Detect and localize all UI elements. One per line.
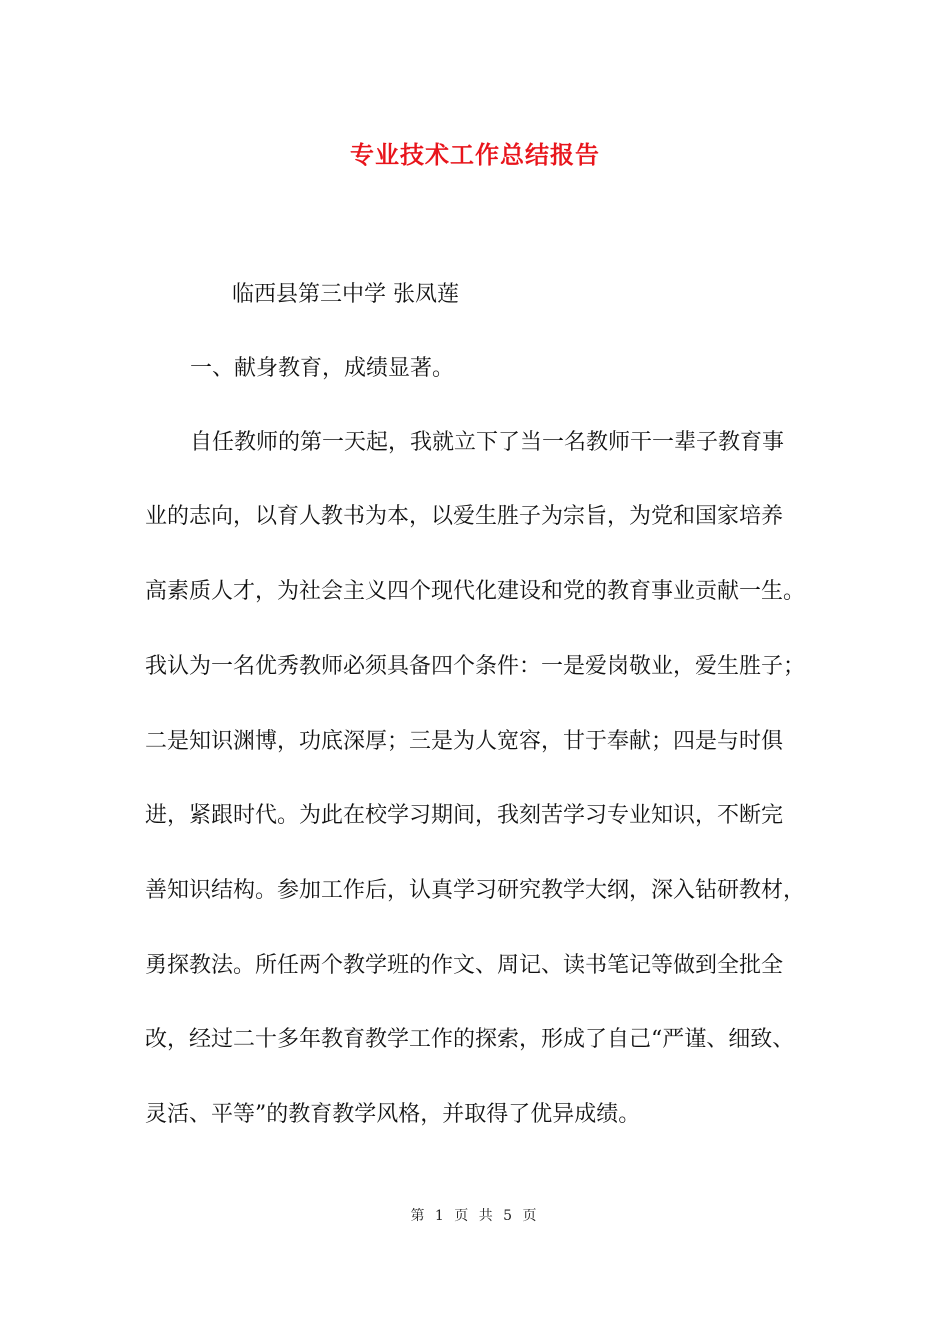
document-title: 专业技术工作总结报告 <box>350 140 600 169</box>
paragraph-line-10: 灵活、平等”的教育教学风格，并取得了优异成绩。 <box>145 1102 641 1127</box>
author-line: 临西县第三中学 张凤莲 <box>232 282 459 307</box>
paragraph-line-3: 高素质人才，为社会主义四个现代化建设和党的教育事业贡献一生。 <box>145 579 806 604</box>
section-heading: 一、献身教育，成绩显著。 <box>190 356 455 381</box>
paragraph-line-8: 勇探教法。所任两个教学班的作文、周记、读书笔记等做到全批全 <box>145 953 784 978</box>
paragraph-line-4: 我认为一名优秀教师必须具备四个条件：一是爱岗敬业，爱生胜子； <box>145 654 806 679</box>
paragraph-line-5: 二是知识渊博，功底深厚；三是为人宽容，甘于奉献；四是与时俱 <box>145 729 784 754</box>
paragraph-line-7: 善知识结构。参加工作后，认真学习研究教学大纲，深入钻研教材， <box>145 878 806 903</box>
paragraph-line-1: 自任教师的第一天起，我就立下了当一名教师干一辈子教育事 <box>190 430 785 455</box>
paragraph-line-6: 进，紧跟时代。为此在校学习期间，我刻苦学习专业知识，不断完 <box>145 803 784 828</box>
page-footer: 第 1 页 共 5 页 <box>410 1208 540 1224</box>
paragraph-line-9: 改，经过二十多年教育教学工作的探索，形成了自己“严谨、细致、 <box>145 1027 795 1052</box>
paragraph-line-2: 业的志向，以育人教书为本，以爱生胜子为宗旨，为党和国家培养 <box>145 504 784 529</box>
